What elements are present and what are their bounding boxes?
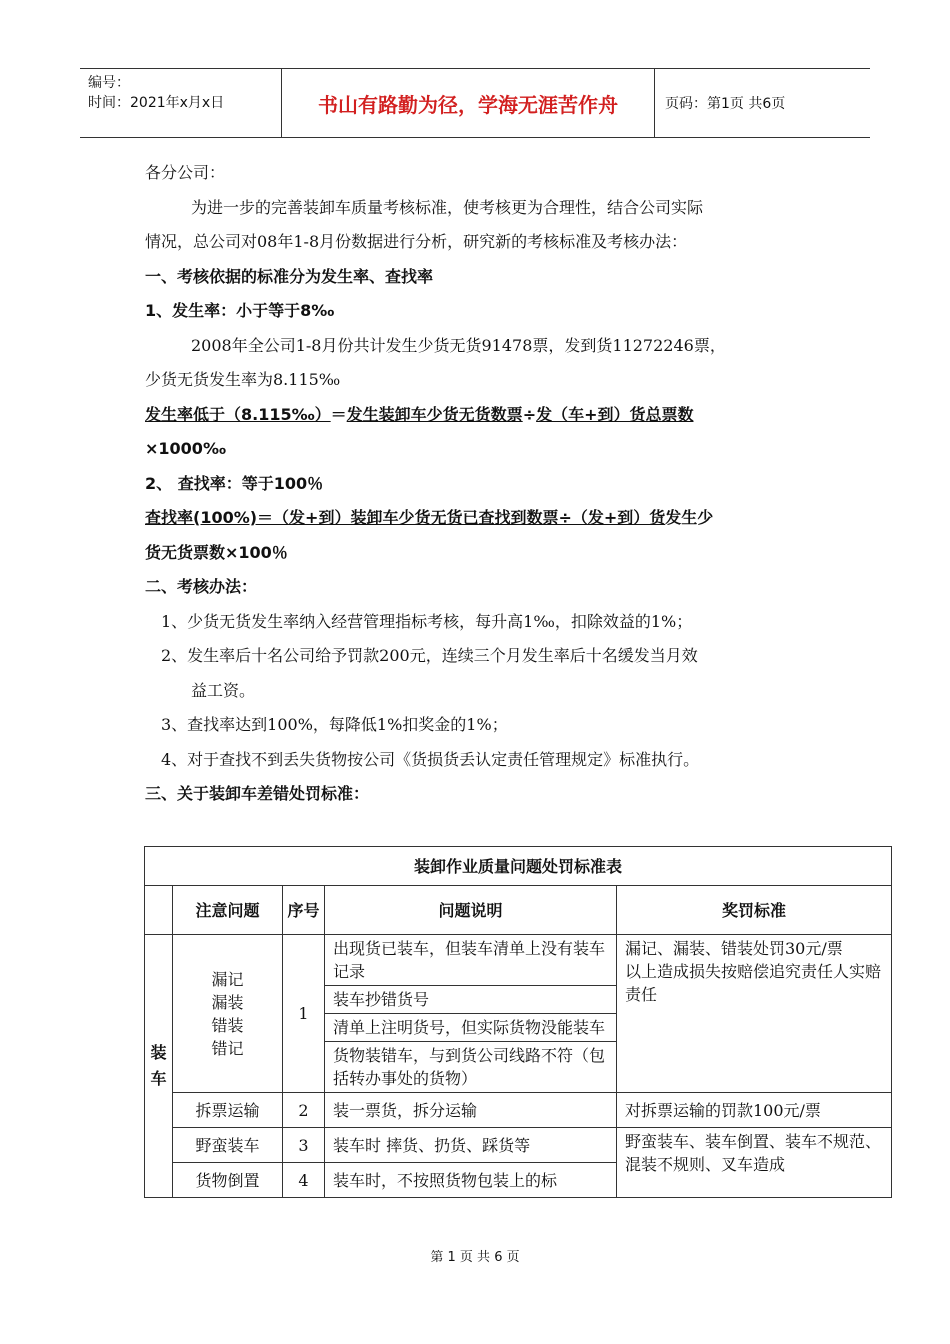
occurrence-rate-title: 1、发生率：小于等于8‰ bbox=[145, 301, 335, 320]
penalty-line: 漏记、漏装、错装处罚30元/票 bbox=[625, 939, 843, 958]
header-issue: 注意问题 bbox=[173, 886, 283, 935]
formula-occurrence-part-3: 发（车+到）货总票数 bbox=[536, 404, 694, 424]
formula-occurrence-part-2: 发生装卸车少货无货数票 bbox=[346, 404, 523, 424]
desc-cell: 装一票货，拆分运输 bbox=[325, 1093, 617, 1128]
method-item-4: 4、对于查找不到丢失货物按公司《货损货丢认定责任管理规定》标准执行。 bbox=[161, 749, 700, 769]
formula-occurrence bbox=[145, 398, 815, 433]
formula-find-part-1: 查找率(100%)＝（发+到）装卸车少货无货已查找到数票÷（发+到）货 bbox=[145, 508, 666, 527]
header-page-info: 页码：第1页 共6页 bbox=[665, 96, 786, 112]
section-2-title: 二、考核办法： bbox=[145, 577, 258, 596]
document-body bbox=[145, 156, 815, 812]
intro-line-2: 情况，总公司对08年1-8月份数据进行分析，研究新的考核标准及考核办法： bbox=[145, 232, 688, 251]
method-item-2-cont: 益工资。 bbox=[191, 680, 256, 700]
formula-occurrence-div: ÷ bbox=[522, 404, 537, 424]
page-header bbox=[80, 68, 870, 138]
occurrence-rate-text-1: 2008年全公司1-8月份共计发生少货无货91478票，发到货11272246票， bbox=[191, 335, 726, 355]
header-seq: 序号 bbox=[283, 886, 325, 935]
formula-occurrence-part-1: 发生率低于（8.115‰） bbox=[145, 404, 331, 424]
intro-line-1: 为进一步的完善装卸车质量考核标准，使考核更为合理性，结合公司实际 bbox=[191, 197, 704, 217]
find-rate-title: 2、 查找率：等于100％ bbox=[145, 473, 324, 493]
method-item-2: 2、发生率后十名公司给予罚款200元，连续三个月发生率后十名缓发当月效 bbox=[161, 646, 698, 665]
seq-cell: 3 bbox=[283, 1128, 325, 1163]
penalty-cell: 野蛮装车、装车倒置、装车不规范、混装不规则、叉车造成 bbox=[617, 1128, 892, 1198]
header-blank-cell bbox=[145, 886, 173, 935]
issue-omission-group bbox=[173, 935, 283, 1093]
formula-occurrence-line-2: ×1000‰ bbox=[145, 439, 226, 458]
formula-occurrence-eq: ＝ bbox=[330, 404, 347, 424]
issue-line: 错记 bbox=[211, 1038, 244, 1058]
category-loading: 装车 bbox=[145, 935, 173, 1198]
issue-cell: 货物倒置 bbox=[173, 1163, 283, 1198]
document-date: 时间：2021年x月x日 bbox=[88, 95, 225, 111]
seq-cell: 2 bbox=[283, 1093, 325, 1128]
formula-find bbox=[145, 501, 815, 536]
issue-line: 漏装 bbox=[211, 992, 244, 1012]
table-title: 装卸作业质量问题处罚标准表 bbox=[145, 847, 892, 886]
section-3-title: 三、关于装卸车差错处罚标准： bbox=[145, 784, 370, 803]
issue-cell: 野蛮装车 bbox=[173, 1128, 283, 1163]
header-motto: 书山有路勤为径，学海无涯苦作舟 bbox=[282, 69, 655, 137]
desc-cell: 装车时，不按照货物包装上的标 bbox=[325, 1163, 617, 1198]
table-row bbox=[145, 1128, 892, 1163]
formula-find-line-2: 货无货票数×100％ bbox=[145, 542, 288, 562]
desc-cell: 出现货已装车，但装车清单上没有装车记录 bbox=[325, 935, 617, 986]
header-penalty: 奖罚标准 bbox=[617, 886, 892, 935]
seq-cell: 4 bbox=[283, 1163, 325, 1198]
desc-cell: 装车抄错货号 bbox=[325, 986, 617, 1014]
document-number-label: 编号： bbox=[88, 75, 130, 91]
penalty-cell-group-1 bbox=[617, 935, 892, 1093]
seq-cell: 1 bbox=[283, 935, 325, 1093]
header-desc: 问题说明 bbox=[325, 886, 617, 935]
formula-find-part-2: 发生少 bbox=[665, 508, 714, 527]
page-footer: 第 1 页 共 6 页 bbox=[430, 1250, 520, 1265]
table-header-row bbox=[145, 886, 892, 935]
header-meta bbox=[80, 69, 282, 137]
method-item-1: 1、少货无货发生率纳入经营管理指标考核，每升高1‰，扣除效益的1%； bbox=[161, 611, 693, 631]
occurrence-rate-text-2: 少货无货发生率为8.115‰ bbox=[145, 370, 341, 389]
penalty-standard-table bbox=[144, 846, 892, 1198]
table-title-row bbox=[145, 847, 892, 886]
table-row bbox=[145, 1093, 892, 1128]
desc-cell: 清单上注明货号，但实际货物没能装车 bbox=[325, 1014, 617, 1042]
salutation: 各分公司： bbox=[145, 163, 226, 182]
section-1-title: 一、考核依据的标准分为发生率、查找率 bbox=[145, 266, 434, 286]
issue-line: 错装 bbox=[211, 1015, 244, 1035]
table-row bbox=[145, 935, 892, 986]
desc-cell: 装车时 摔货、扔货、踩货等 bbox=[325, 1128, 617, 1163]
desc-cell: 货物装错车，与到货公司线路不符（包括转办事处的货物） bbox=[325, 1042, 617, 1093]
issue-line: 漏记 bbox=[211, 969, 244, 989]
penalty-cell: 对拆票运输的罚款100元/票 bbox=[617, 1093, 892, 1128]
penalty-line: 以上造成损失按赔偿追究责任人实赔责任 bbox=[625, 962, 882, 1004]
issue-cell: 拆票运输 bbox=[173, 1093, 283, 1128]
method-item-3: 3、查找率达到100%，每降低1%扣奖金的1%； bbox=[161, 715, 508, 734]
